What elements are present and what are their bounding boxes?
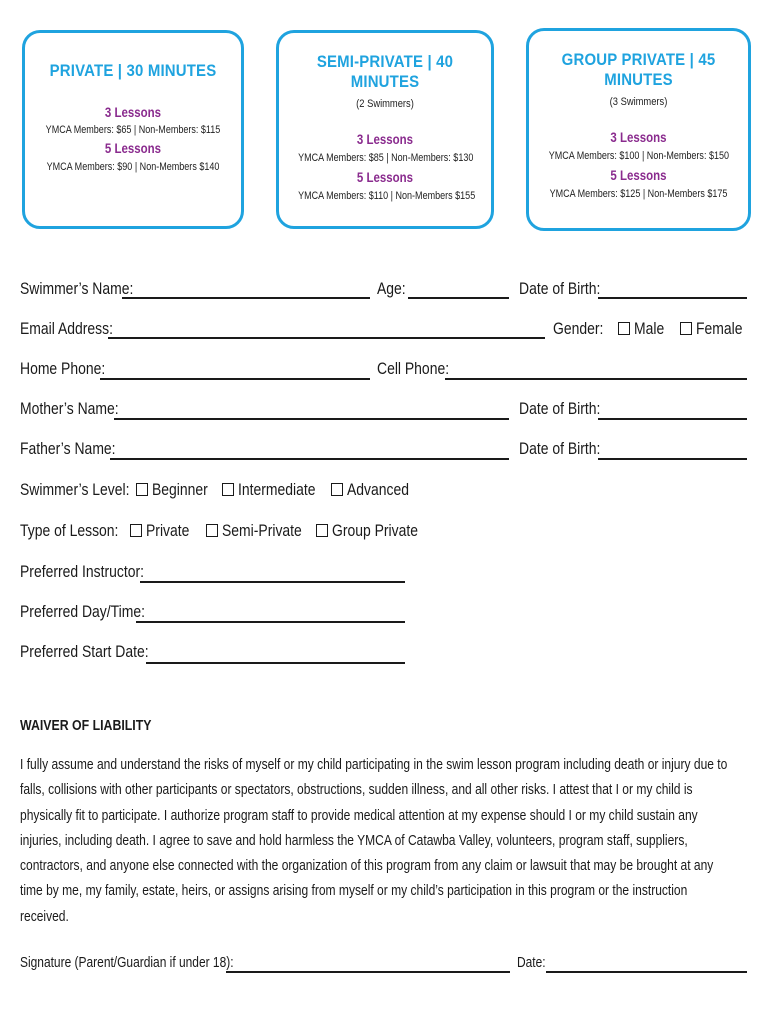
group-private-label: Group Private: [332, 521, 419, 540]
start-date-field[interactable]: [146, 662, 405, 664]
father-name-label: Father’s Name:: [20, 439, 116, 458]
day-time-label: Preferred Day/Time:: [20, 602, 145, 621]
group-private-checkbox[interactable]: [316, 524, 328, 537]
female-label: Female: [696, 319, 743, 338]
gender-male-option[interactable]: [618, 319, 671, 339]
mother-dob-field[interactable]: [598, 418, 747, 420]
pricing-subtitle: (2 Swimmers): [356, 98, 414, 110]
type-semi-private-option[interactable]: [206, 521, 319, 541]
pricing-title: SEMI-PRIVATE | 40 MINUTES: [316, 52, 454, 91]
dob-label: Date of Birth:: [519, 279, 601, 298]
intermediate-checkbox[interactable]: [222, 483, 234, 496]
tier2-price: YMCA Members: $110 | Non-Members $155: [298, 190, 476, 202]
level-beginner-option[interactable]: [136, 480, 220, 500]
pricing-card-group-private: [526, 28, 751, 231]
signature-label: Signature (Parent/Guardian if under 18):: [20, 955, 234, 971]
lesson-type-label: Type of Lesson:: [20, 521, 119, 540]
female-checkbox[interactable]: [680, 322, 692, 335]
email-label: Email Address:: [20, 319, 113, 338]
male-checkbox[interactable]: [618, 322, 630, 335]
home-phone-field[interactable]: [100, 378, 370, 380]
day-time-field[interactable]: [136, 621, 405, 623]
mother-name-field[interactable]: [114, 418, 509, 420]
age-field[interactable]: [408, 297, 509, 299]
pricing-title: GROUP PRIVATE | 45 MINUTES: [561, 50, 716, 89]
type-private-option[interactable]: [130, 521, 199, 541]
beginner-label: Beginner: [152, 480, 208, 499]
father-dob-field[interactable]: [598, 458, 747, 460]
father-dob-label: Date of Birth:: [519, 439, 601, 458]
semi-private-checkbox[interactable]: [206, 524, 218, 537]
tier1-label: 3 Lessons: [104, 105, 162, 120]
male-label: Male: [634, 319, 665, 338]
beginner-checkbox[interactable]: [136, 483, 148, 496]
tier1-price: YMCA Members: $100 | Non-Members: $150: [548, 150, 730, 162]
mother-dob-label: Date of Birth:: [519, 399, 601, 418]
tier2-price: YMCA Members: $125 | Non-Members $175: [549, 188, 728, 200]
start-date-label: Preferred Start Date:: [20, 642, 149, 661]
instructor-label: Preferred Instructor:: [20, 562, 144, 581]
email-field[interactable]: [108, 337, 545, 339]
advanced-label: Advanced: [347, 480, 410, 499]
intermediate-label: Intermediate: [238, 480, 316, 499]
private-label: Private: [146, 521, 190, 540]
gender-female-option[interactable]: [680, 319, 753, 339]
tier1-label: 3 Lessons: [356, 132, 414, 147]
pricing-subtitle: (3 Swimmers): [609, 96, 668, 108]
level-label: Swimmer’s Level:: [20, 480, 130, 499]
tier2-label: 5 Lessons: [104, 141, 162, 156]
signature-date-field[interactable]: [546, 971, 747, 973]
home-phone-label: Home Phone:: [20, 359, 106, 378]
level-advanced-option[interactable]: [331, 480, 423, 500]
private-checkbox[interactable]: [130, 524, 142, 537]
instructor-field[interactable]: [140, 581, 405, 583]
father-name-field[interactable]: [110, 458, 509, 460]
mother-name-label: Mother’s Name:: [20, 399, 119, 418]
swimmer-name-label: Swimmer’s Name:: [20, 279, 134, 298]
tier2-label: 5 Lessons: [356, 170, 414, 185]
signature-field[interactable]: [226, 971, 510, 973]
pricing-title: PRIVATE | 30 MINUTES: [49, 61, 217, 80]
waiver-title: WAIVER OF LIABILITY: [20, 718, 152, 734]
semi-private-label: Semi-Private: [222, 521, 302, 540]
waiver-text: I fully assume and understand the risks of myself or my child participating in the swim lesson program including death or injury due to falls, collisions with other participants or spectators, obstructions, sudden illness, and all other risks. I attest that I or my child is physically fit to participate. I authorize program staff to provide medical attention at my expense should I or my child sustain any injuries, including death. I agree to save and hold harmless the YMCA of Catawba Valley, volunteers, program staff, suppliers, contractors, and anyone else connected with the organization of this program from any claim or lawsuit that may be brought at any time by me, my family, estate, heirs, or assigns arising from myself or my child’s participation in this program or the instruction received.: [20, 757, 728, 925]
dob-field[interactable]: [598, 297, 747, 299]
tier1-label: 3 Lessons: [610, 130, 667, 145]
cell-phone-label: Cell Phone:: [377, 359, 450, 378]
tier2-label: 5 Lessons: [610, 168, 667, 183]
tier1-price: YMCA Members: $65 | Non-Members: $115: [45, 124, 221, 136]
cell-phone-field[interactable]: [445, 378, 747, 380]
type-group-private-option[interactable]: [316, 521, 437, 541]
pricing-card-private: [22, 30, 244, 229]
tier2-price: YMCA Members: $90 | Non-Members $140: [46, 161, 220, 173]
tier1-price: YMCA Members: $85 | Non-Members: $130: [298, 152, 474, 164]
pricing-card-semi-private: [276, 30, 494, 229]
level-intermediate-option[interactable]: [222, 480, 333, 500]
advanced-checkbox[interactable]: [331, 483, 343, 496]
signature-date-label: Date:: [517, 955, 546, 971]
age-label: Age:: [377, 279, 406, 298]
gender-label: Gender:: [553, 319, 604, 338]
swimmer-name-field[interactable]: [122, 297, 370, 299]
